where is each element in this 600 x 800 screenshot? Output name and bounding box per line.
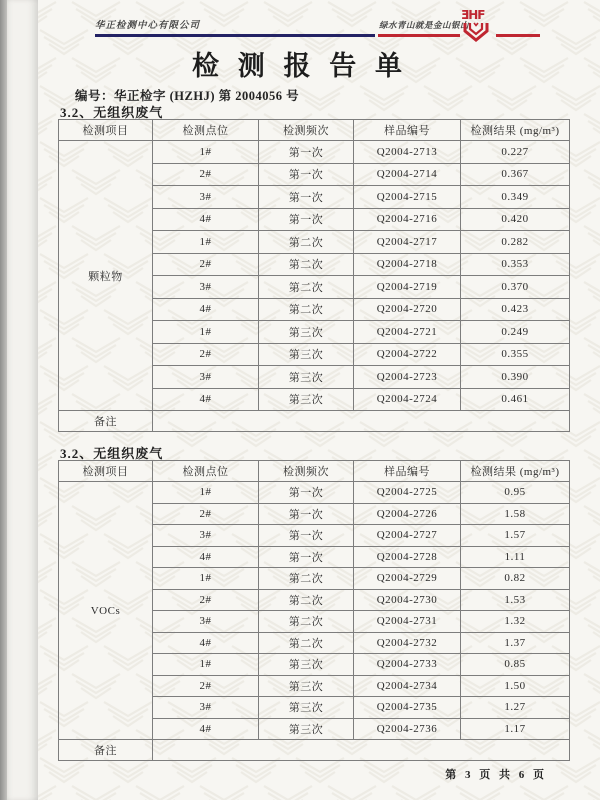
result-cell: 0.249 <box>461 321 570 344</box>
freq-cell: 第二次 <box>259 298 354 321</box>
measurement-table-vocs <box>58 460 570 761</box>
measurement-table-particulate <box>58 119 570 432</box>
sample-cell: Q2004-2718 <box>354 253 461 276</box>
sample-cell: Q2004-2713 <box>354 141 461 164</box>
result-cell: 0.461 <box>461 388 570 411</box>
result-cell: 1.57 <box>461 525 570 547</box>
result-cell: 0.95 <box>461 482 570 504</box>
sample-cell: Q2004-2733 <box>354 654 461 676</box>
sample-cell: Q2004-2730 <box>354 589 461 611</box>
sample-cell: Q2004-2715 <box>354 186 461 209</box>
result-cell: 0.82 <box>461 568 570 590</box>
result-cell: 1.50 <box>461 675 570 697</box>
sample-cell: Q2004-2722 <box>354 343 461 366</box>
freq-cell: 第三次 <box>259 654 354 676</box>
freq-cell: 第二次 <box>259 568 354 590</box>
freq-cell: 第一次 <box>259 482 354 504</box>
page-number: 第 3 页 共 6 页 <box>445 769 547 781</box>
freq-cell: 第一次 <box>259 546 354 568</box>
point-cell: 4# <box>153 718 259 740</box>
result-cell: 0.349 <box>461 186 570 209</box>
freq-cell: 第三次 <box>259 718 354 740</box>
freq-cell: 第一次 <box>259 163 354 186</box>
point-cell: 2# <box>153 163 259 186</box>
point-cell: 1# <box>153 141 259 164</box>
header-frequency: 检测频次 <box>259 461 354 482</box>
header-slogan: 绿水青山就是金山银山 <box>379 20 470 30</box>
sample-cell: Q2004-2736 <box>354 718 461 740</box>
header-point: 检测点位 <box>153 461 259 482</box>
point-cell: 1# <box>153 654 259 676</box>
freq-cell: 第三次 <box>259 343 354 366</box>
item-cell: 颗粒物 <box>59 141 153 411</box>
point-cell: 3# <box>153 611 259 633</box>
header-result: 检测结果 (mg/m³) <box>461 461 570 482</box>
remark-value <box>153 740 570 761</box>
result-cell: 1.32 <box>461 611 570 633</box>
sample-cell: Q2004-2728 <box>354 546 461 568</box>
remark-row <box>59 740 570 761</box>
freq-cell: 第一次 <box>259 141 354 164</box>
header-rule-navy <box>95 34 375 37</box>
freq-cell: 第一次 <box>259 503 354 525</box>
sample-cell: Q2004-2725 <box>354 482 461 504</box>
sample-cell: Q2004-2717 <box>354 231 461 254</box>
point-cell: 3# <box>153 186 259 209</box>
sample-cell: Q2004-2735 <box>354 697 461 719</box>
result-cell: 1.17 <box>461 718 570 740</box>
header-rule-red-right <box>496 34 540 37</box>
scan-edge-shadow <box>0 0 7 800</box>
result-cell: 1.27 <box>461 697 570 719</box>
result-cell: 0.367 <box>461 163 570 186</box>
freq-cell: 第三次 <box>259 697 354 719</box>
header-sample-id: 样品编号 <box>354 120 461 141</box>
point-cell: 3# <box>153 697 259 719</box>
point-cell: 2# <box>153 503 259 525</box>
point-cell: 4# <box>153 208 259 231</box>
result-cell: 0.370 <box>461 276 570 299</box>
freq-cell: 第三次 <box>259 388 354 411</box>
result-cell: 1.11 <box>461 546 570 568</box>
header-item: 检测项目 <box>59 120 153 141</box>
sample-cell: Q2004-2734 <box>354 675 461 697</box>
point-cell: 2# <box>153 253 259 276</box>
point-cell: 1# <box>153 231 259 254</box>
point-cell: 1# <box>153 568 259 590</box>
freq-cell: 第三次 <box>259 321 354 344</box>
result-cell: 0.85 <box>461 654 570 676</box>
point-cell: 2# <box>153 675 259 697</box>
sample-cell: Q2004-2724 <box>354 388 461 411</box>
table-row <box>59 482 570 504</box>
point-cell: 2# <box>153 589 259 611</box>
point-cell: 3# <box>153 276 259 299</box>
result-cell: 0.227 <box>461 141 570 164</box>
header-rule-red-left <box>378 34 460 37</box>
point-cell: 2# <box>153 343 259 366</box>
point-cell: 4# <box>153 298 259 321</box>
header-item: 检测项目 <box>59 461 153 482</box>
table-header-row <box>59 461 570 482</box>
section-heading-1: 3.2、无组织废气 <box>60 105 164 120</box>
sample-cell: Q2004-2714 <box>354 163 461 186</box>
header-frequency: 检测频次 <box>259 120 354 141</box>
result-cell: 0.353 <box>461 253 570 276</box>
point-cell: 4# <box>153 388 259 411</box>
header-sample-id: 样品编号 <box>354 461 461 482</box>
result-cell: 1.58 <box>461 503 570 525</box>
freq-cell: 第二次 <box>259 231 354 254</box>
freq-cell: 第三次 <box>259 366 354 389</box>
sample-cell: Q2004-2727 <box>354 525 461 547</box>
freq-cell: 第一次 <box>259 186 354 209</box>
sample-cell: Q2004-2729 <box>354 568 461 590</box>
section-heading-2: 3.2、无组织废气 <box>60 446 164 461</box>
freq-cell: 第二次 <box>259 589 354 611</box>
header-result: 检测结果 (mg/m³) <box>461 120 570 141</box>
result-cell: 0.390 <box>461 366 570 389</box>
sample-cell: Q2004-2721 <box>354 321 461 344</box>
freq-cell: 第二次 <box>259 276 354 299</box>
doc-number: 编号：华正检字 (HZHJ) 第 2004056 号 <box>75 89 300 103</box>
item-cell: VOCs <box>59 482 153 740</box>
sample-cell: Q2004-2716 <box>354 208 461 231</box>
point-cell: 3# <box>153 366 259 389</box>
result-cell: 0.282 <box>461 231 570 254</box>
company-name: 华正检测中心有限公司 <box>95 21 201 31</box>
remark-value <box>153 411 570 432</box>
result-cell: 0.423 <box>461 298 570 321</box>
report-title: 检 测 报 告 单 <box>192 51 408 81</box>
table-header-row <box>59 120 570 141</box>
freq-cell: 第三次 <box>259 675 354 697</box>
freq-cell: 第二次 <box>259 632 354 654</box>
point-cell: 1# <box>153 482 259 504</box>
sample-cell: Q2004-2726 <box>354 503 461 525</box>
sample-cell: Q2004-2723 <box>354 366 461 389</box>
point-cell: 1# <box>153 321 259 344</box>
point-cell: 4# <box>153 632 259 654</box>
result-cell: 0.355 <box>461 343 570 366</box>
result-cell: 1.53 <box>461 589 570 611</box>
freq-cell: 第一次 <box>259 208 354 231</box>
svg-text:ƎHF: ƎHF <box>461 8 485 22</box>
freq-cell: 第二次 <box>259 253 354 276</box>
freq-cell: 第二次 <box>259 611 354 633</box>
point-cell: 4# <box>153 546 259 568</box>
remark-label: 备注 <box>59 740 153 761</box>
sample-cell: Q2004-2720 <box>354 298 461 321</box>
point-cell: 3# <box>153 525 259 547</box>
sample-cell: Q2004-2732 <box>354 632 461 654</box>
remark-label: 备注 <box>59 411 153 432</box>
header-point: 检测点位 <box>153 120 259 141</box>
result-cell: 1.37 <box>461 632 570 654</box>
result-cell: 0.420 <box>461 208 570 231</box>
sample-cell: Q2004-2719 <box>354 276 461 299</box>
sample-cell: Q2004-2731 <box>354 611 461 633</box>
scan-page-edge <box>7 0 38 800</box>
freq-cell: 第一次 <box>259 525 354 547</box>
table-row <box>59 141 570 164</box>
remark-row <box>59 411 570 432</box>
